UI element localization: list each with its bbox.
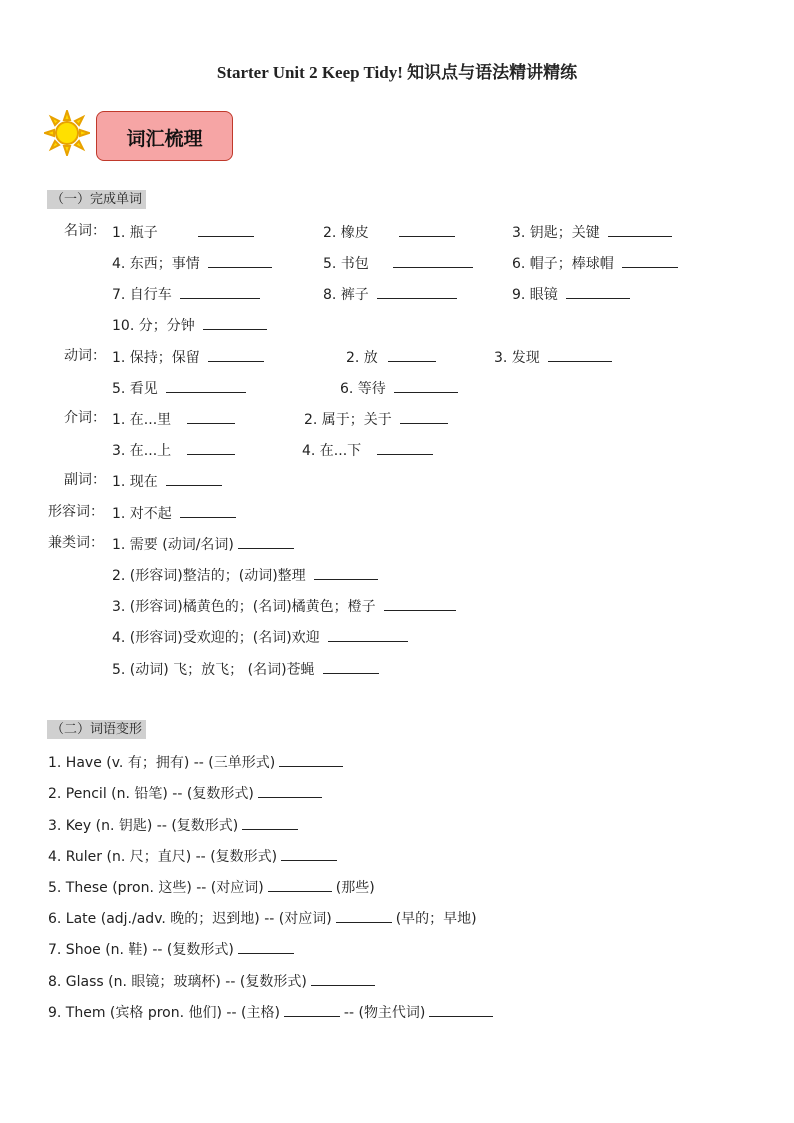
verb-item: 1. 保持；保留 (112, 347, 264, 367)
answer-blank[interactable] (208, 347, 264, 362)
page-title: Starter Unit 2 Keep Tidy! 知识点与语法精讲精练 (216, 63, 578, 82)
noun-item: 6. 帽子；棒球帽 (512, 253, 678, 273)
multi-item: 1. 需要 (动词/名词) (112, 534, 294, 554)
answer-blank[interactable] (429, 1002, 493, 1017)
answer-blank[interactable] (166, 471, 222, 486)
answer-blank[interactable] (238, 939, 294, 954)
form-item: 6. Late (adj./adv. 晚的；迟到地) -- (对应词) (早的；早地) (48, 908, 477, 928)
answer-blank[interactable] (279, 752, 343, 767)
form-item: 7. Shoe (n. 鞋) -- (复数形式) (48, 939, 294, 959)
noun-item: 10. 分；分钟 (112, 315, 267, 335)
pos-adv-label: 副词： (64, 472, 106, 488)
answer-blank[interactable] (203, 315, 267, 330)
multi-item: 3. (形容词)橘黄色的；(名词)橘黄色；橙子 (112, 596, 456, 616)
pos-noun-label: 名词： (64, 223, 106, 239)
pos-adj-label: 形容词： (48, 504, 104, 520)
sun-icon (44, 110, 90, 156)
answer-blank[interactable] (400, 409, 448, 424)
noun-item: 1. 瓶子 (112, 222, 254, 242)
answer-blank[interactable] (268, 877, 332, 892)
prep-item: 2. 属于；关于 (304, 409, 448, 429)
noun-item: 8. 裤子 (323, 284, 457, 304)
pos-prep-label: 介词： (64, 410, 106, 426)
answer-blank[interactable] (281, 846, 337, 861)
answer-blank[interactable] (314, 565, 378, 580)
form-item: 3. Key (n. 钥匙) -- (复数形式) (48, 815, 298, 835)
section-heading-2: （二）词语变形 (47, 720, 146, 739)
section-box-label: 词汇梳理 (126, 128, 203, 150)
answer-blank[interactable] (187, 409, 235, 424)
answer-blank[interactable] (242, 815, 298, 830)
answer-blank[interactable] (187, 440, 235, 455)
answer-blank[interactable] (166, 378, 246, 393)
answer-blank[interactable] (394, 378, 458, 393)
noun-item: 9. 眼镜 (512, 284, 630, 304)
form-item: 1. Have (v. 有；拥有) -- (三单形式) (48, 752, 343, 772)
answer-blank[interactable] (238, 534, 294, 549)
form-item: 5. These (pron. 这些) -- (对应词) (那些) (48, 877, 375, 897)
noun-item: 4. 东西；事情 (112, 253, 272, 273)
noun-item: 7. 自行车 (112, 284, 260, 304)
noun-item: 3. 钥匙；关键 (512, 222, 672, 242)
verb-item: 6. 等待 (340, 378, 458, 398)
answer-blank[interactable] (198, 222, 254, 237)
answer-blank[interactable] (393, 253, 473, 268)
noun-item: 5. 书包 (323, 253, 473, 273)
multi-item: 2. (形容词)整洁的；(动词)整理 (112, 565, 378, 585)
multi-item: 5. (动词) 飞；放飞； (名词)苍蝇 (112, 659, 379, 679)
prep-item: 4. 在...下 (302, 440, 433, 460)
verb-item: 2. 放 (346, 347, 436, 367)
answer-blank[interactable] (377, 440, 433, 455)
section-box (96, 111, 233, 161)
multi-item: 4. (形容词)受欢迎的；(名词)欢迎 (112, 627, 408, 647)
answer-blank[interactable] (284, 1002, 340, 1017)
answer-blank[interactable] (608, 222, 672, 237)
answer-blank[interactable] (208, 253, 272, 268)
answer-blank[interactable] (377, 284, 457, 299)
pos-multi-label: 兼类词： (48, 535, 104, 551)
answer-blank[interactable] (180, 284, 260, 299)
answer-blank[interactable] (566, 284, 630, 299)
answer-blank[interactable] (323, 659, 379, 674)
answer-blank[interactable] (328, 627, 408, 642)
section-heading-1: （一）完成单词 (47, 190, 146, 209)
answer-blank[interactable] (180, 503, 236, 518)
adv-item: 1. 现在 (112, 471, 222, 491)
prep-item: 1. 在...里 (112, 409, 235, 429)
verb-item: 5. 看见 (112, 378, 246, 398)
answer-blank[interactable] (258, 783, 322, 798)
noun-item: 2. 橡皮 (323, 222, 455, 242)
pos-verb-label: 动词： (64, 348, 106, 364)
answer-blank[interactable] (384, 596, 456, 611)
answer-blank[interactable] (388, 347, 436, 362)
answer-blank[interactable] (622, 253, 678, 268)
answer-blank[interactable] (548, 347, 612, 362)
answer-blank[interactable] (336, 908, 392, 923)
adj-item: 1. 对不起 (112, 503, 236, 523)
answer-blank[interactable] (399, 222, 455, 237)
prep-item: 3. 在...上 (112, 440, 235, 460)
verb-item: 3. 发现 (494, 347, 612, 367)
form-item: 8. Glass (n. 眼镜；玻璃杯) -- (复数形式) (48, 971, 375, 991)
form-item: 4. Ruler (n. 尺；直尺) -- (复数形式) (48, 846, 337, 866)
form-item: 9. Them (宾格 pron. 他们) -- (主格) -- (物主代词) (48, 1002, 493, 1022)
form-item: 2. Pencil (n. 铅笔) -- (复数形式) (48, 783, 322, 803)
answer-blank[interactable] (311, 971, 375, 986)
